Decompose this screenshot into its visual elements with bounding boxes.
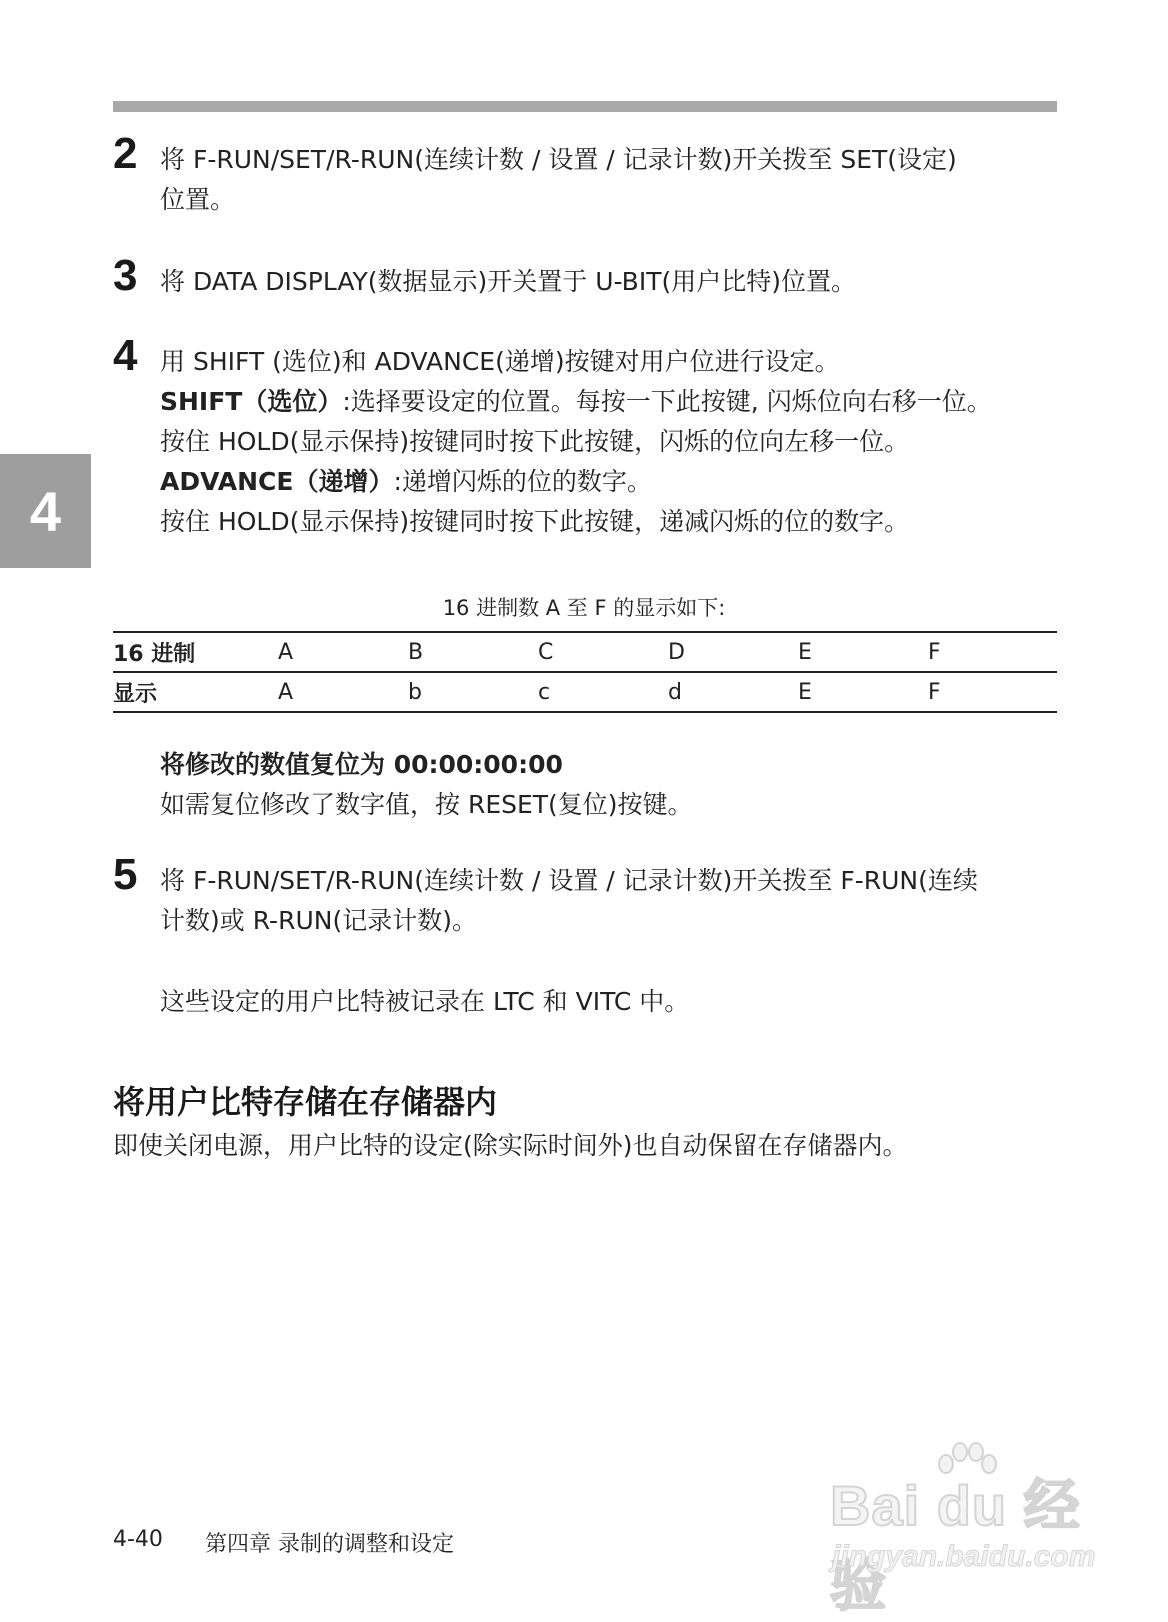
table-cell: E (798, 679, 812, 705)
reset-title: 将修改的数值复位为 00:00:00:00 (160, 750, 563, 779)
hex-table-caption: 16 进制数 A 至 F 的显示如下: (442, 596, 726, 620)
advance-hold-text: 按住 HOLD(显示保持)按键同时按下此按键，递减闪烁的位的数字。 (160, 507, 910, 536)
watermark-brand: Bai du 经验 (830, 1474, 1081, 1617)
table-cell: D (668, 639, 685, 665)
advance-desc: :递增闪烁的位的数字。 (393, 467, 652, 496)
table-cell: d (668, 679, 682, 705)
table-cell: b (408, 679, 422, 705)
step-number-5: 5 (113, 850, 138, 899)
step-number-4: 4 (113, 331, 138, 380)
table-cell: C (538, 639, 554, 665)
baidu-watermark (830, 1440, 1130, 1617)
table-cell: A (278, 679, 294, 705)
footer-chapter-title: 第四章 录制的调整和设定 (205, 1532, 454, 1557)
advance-description (160, 462, 1060, 502)
step-4-text (160, 342, 1060, 542)
table-cell: F (928, 639, 941, 665)
table-cell: A (278, 639, 294, 665)
step-4-line-1: 用 SHIFT (选位)和 ADVANCE(递增)按键对用户位进行设定。 (160, 347, 840, 376)
shift-description (160, 382, 1060, 422)
step-2-line-1: 将 F-RUN/SET/R-RUN(连续计数 / 设置 / 记录计数)开关拨至 SET(设定) (160, 145, 957, 174)
hex-display-table (113, 631, 1057, 713)
step-number-3: 3 (113, 251, 138, 300)
table-row (113, 672, 1057, 712)
row-header: 16 进制 (113, 641, 196, 667)
table-cell: F (928, 679, 941, 705)
shift-desc: :选择要设定的位置。每按一下此按键, 闪烁位向右移一位。 (342, 387, 992, 416)
section-body: 即使关闭电源，用户比特的设定(除实际时间外)也自动保留在存储器内。 (113, 1131, 908, 1160)
page-number: 4-40 (113, 1527, 163, 1552)
step-5-note (160, 982, 1060, 1022)
advance-term: ADVANCE（递增） (160, 467, 394, 496)
top-rule (113, 101, 1057, 112)
step-number-2: 2 (113, 129, 138, 178)
table-cell: c (538, 679, 551, 705)
table-cell: E (798, 639, 812, 665)
table-row (113, 632, 1057, 672)
step-5-note-text: 这些设定的用户比特被记录在 LTC 和 VITC 中。 (160, 987, 690, 1016)
step-3-line-1: 将 DATA DISPLAY(数据显示)开关置于 U-BIT(用户比特)位置。 (160, 267, 856, 296)
reset-body: 如需复位修改了数字值，按 RESET(复位)按键。 (160, 790, 693, 819)
shift-hold-text: 按住 HOLD(显示保持)按键同时按下此按键，闪烁的位向左移一位。 (160, 427, 910, 456)
row-header: 显示 (113, 681, 158, 707)
table-cell: B (408, 639, 424, 665)
step-2-line-2: 位置。 (160, 185, 236, 214)
chapter-tab: 4 (0, 454, 91, 568)
watermark-url: jingyan.baidu.com (832, 1540, 1096, 1573)
reset-block (160, 745, 1060, 825)
step-5-line-2: 计数)或 R-RUN(记录计数)。 (160, 906, 477, 935)
step-5-line-1: 将 F-RUN/SET/R-RUN(连续计数 / 设置 / 记录计数)开关拨至 F-RUN(连续 (160, 866, 978, 895)
shift-term: SHIFT（选位） (160, 387, 343, 416)
section-heading: 将用户比特存储在存储器内 (113, 1083, 498, 1121)
step-3-text (160, 262, 1060, 302)
step-2-text (160, 140, 1060, 220)
step-5-text (160, 861, 1060, 941)
